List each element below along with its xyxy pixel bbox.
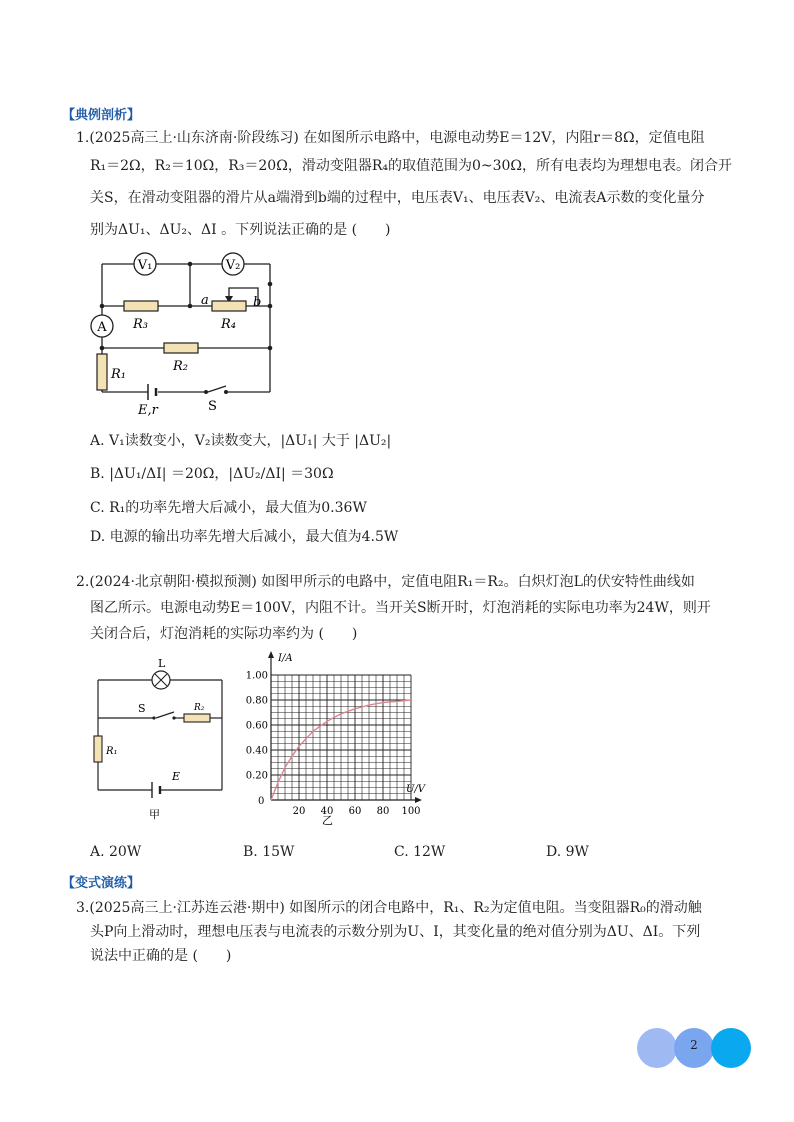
label-s: S: [208, 399, 217, 414]
resistor-r3: [124, 301, 158, 311]
label-e: E: [172, 770, 181, 783]
page-circle-left: [637, 1028, 677, 1068]
q1-line-3: 关S，在滑动变阻器的滑片从a端滑到b端的过程中，电压表V₁、电压表V₂、电流表A示数的变化量分: [90, 190, 705, 206]
section-example-title: 【典例剖析】: [62, 108, 141, 123]
x-tick-label: 100: [401, 806, 421, 817]
q1-option-a: A. V₁读数变小，V₂读数变大，|ΔU₁| 大于 |ΔU₂|: [90, 433, 392, 449]
q2-option-c: C. 12W: [394, 844, 446, 860]
svg-text:V₂: V₂: [225, 258, 241, 273]
q1-circuit-figure: [86, 248, 286, 418]
resistor-r2: [164, 343, 198, 353]
y-tick-label: 0.80: [245, 695, 268, 707]
label-a: a: [201, 293, 209, 308]
q1-option-c: C. R₁的功率先增大后减小，最大值为0.36W: [90, 500, 367, 516]
voltmeter-v1: [134, 253, 156, 275]
label-l: L: [158, 657, 166, 670]
x-tick-label: 40: [320, 806, 334, 817]
y-tick-label: 0.20: [245, 770, 268, 782]
y-tick-label: 1.00: [245, 670, 268, 682]
q2-option-b: B. 15W: [243, 844, 295, 860]
label-b: b: [253, 295, 262, 310]
q1-line-1: 1.(2025高三上·山东济南·阶段练习) 在如图所示电路中，电源电动势E＝12V，内阻r＝8Ω，定值电阻: [76, 130, 705, 146]
svg-text:V₁: V₁: [137, 258, 153, 273]
label-er: E,r: [138, 403, 158, 418]
q2-line-2: 图乙所示。电源电动势E＝100V，内阻不计。当开关S断开时，灯泡消耗的实际电功率为24W，则开: [90, 600, 711, 616]
caption-jia: 甲: [149, 808, 160, 821]
q3-line-2: 头P向上滑动时，理想电压表与电流表的示数分别为U、I，其变化量的绝对值分别为ΔU、ΔI。下列: [90, 924, 701, 940]
q1-line-2: R₁＝2Ω，R₂＝10Ω，R₃＝20Ω，滑动变阻器R₄的取值范围为0~30Ω，所有电表均为理想电表。闭合开: [90, 158, 733, 174]
q2-line-3: 关闭合后，灯泡消耗的实际功率约为 ( ): [90, 626, 358, 642]
label-s: S: [138, 702, 146, 715]
label-r2: R₂: [194, 703, 205, 713]
q1-option-b: B. |ΔU₁/ΔI| ＝20Ω，|ΔU₂/ΔI| ＝30Ω: [90, 466, 334, 482]
resistor-r4: [212, 301, 246, 311]
y-tick-label: 0.60: [245, 720, 268, 732]
label-r1: R₁: [111, 367, 126, 382]
y-axis-arrow: [268, 651, 274, 658]
y-tick-label: 0.40: [245, 745, 268, 757]
x-tick-label: 80: [376, 806, 390, 817]
x-tick-label: 60: [348, 806, 362, 817]
iu-curve-chart: [240, 648, 440, 832]
label-r2: R₂: [173, 359, 188, 374]
x-axis-label: U/V: [406, 784, 426, 795]
lamp-l: [152, 671, 170, 689]
label-r3: R₃: [133, 317, 148, 332]
caption-yi: 乙: [322, 814, 333, 827]
origin-label: 0: [258, 796, 265, 807]
voltmeter-v2: [222, 253, 244, 275]
x-axis-arrow: [415, 797, 422, 803]
resistor-r1: [97, 354, 107, 390]
x-tick-label: 20: [292, 806, 306, 817]
q2-circuit-figure: [88, 656, 238, 822]
q1-line-4: 别为ΔU₁、ΔU₂、ΔI 。下列说法正确的是 ( ): [90, 222, 391, 238]
q2-line-1: 2.(2024·北京朝阳·模拟预测) 如图甲所示的电路中，定值电阻R₁＝R₂。白炽灯泡L的伏安特性曲线如: [76, 574, 695, 590]
q2-option-d: D. 9W: [546, 844, 589, 860]
section-practice-title: 【变式演练】: [62, 876, 141, 891]
resistor-r2: [184, 714, 210, 722]
ammeter-a: [91, 315, 113, 337]
resistor-r1: [94, 736, 102, 762]
page-number: 2: [690, 1038, 698, 1052]
q2-option-a: A. 20W: [90, 844, 142, 860]
svg-text:A: A: [97, 320, 107, 335]
q3-line-3: 说法中正确的是 ( ): [90, 948, 232, 964]
page-circle-right: [711, 1028, 751, 1068]
label-r1: R₁: [106, 746, 118, 757]
y-axis-label: I/A: [278, 653, 293, 664]
q3-line-1: 3.(2025高三上·江苏连云港·期中) 如图所示的闭合电路中，R₁、R₂为定值电阻。当变阻器R₀的滑动触: [76, 900, 702, 916]
q1-option-d: D. 电源的输出功率先增大后减小，最大值为4.5W: [90, 529, 399, 545]
label-r4: R₄: [221, 317, 236, 332]
